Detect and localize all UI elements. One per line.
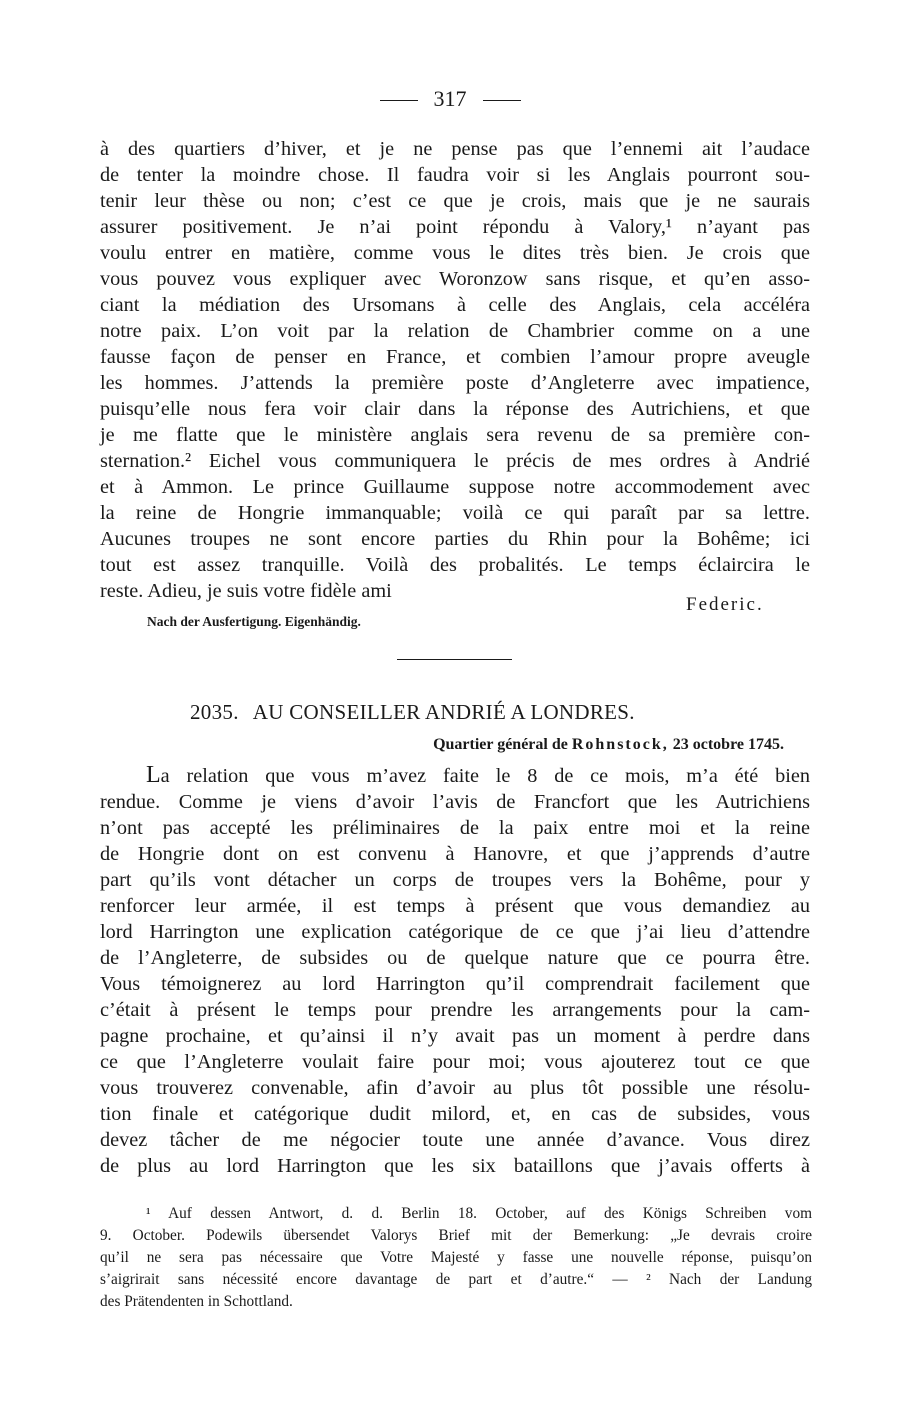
text-line: n’ont pas accepté les préliminaires de la paix entre moi et la reine	[100, 817, 810, 839]
text-line: je me flatte que le ministère anglais sera revenu de sa première con-	[100, 424, 810, 446]
text-line: tout est assez tranquille. Voilà des probalités. Le temps éclaircira le	[100, 554, 810, 576]
text-line: Vous témoignerez au lord Harrington qu’il comprendrait facilement que	[100, 973, 810, 995]
text-line: tion finale et catégorique dudit milord, et, en cas de subsides, vous	[100, 1103, 810, 1125]
footnote-line: ¹ Auf dessen Antwort, d. d. Berlin 18. October, auf des Königs Schreiben vom	[146, 1205, 812, 1222]
text-line: rendue. Comme je viens d’avoir l’avis de Francfort que les Autrichiens	[100, 791, 810, 813]
footnote-line: qu’il ne sera pas nécessaire que Votre Majesté y fasse une nouvelle réponse, puisqu’on	[100, 1249, 812, 1266]
text-line: devez tâcher de me négocier toute une année d’avance. Vous direz	[100, 1129, 810, 1151]
dateline-prefix: Quartier général de	[433, 736, 568, 753]
text-line: de l’Angleterre, de subsides ou de quelque nature que ce pourra être.	[100, 947, 810, 969]
text-line: assurer positivement. Je n’ai point répondu à Valory,¹ n’ayant pas	[100, 216, 810, 238]
text-line: ciant la médiation des Ursomans à celle des Anglais, cela accéléra	[100, 294, 810, 316]
header-dash-left	[380, 100, 418, 101]
text-line: tenir leur thèse ou non; c’est ce que je crois, mais que je ne saurais	[100, 190, 810, 212]
text-line: ce que l’Angleterre voulait faire pour moi; vous ajouterez tout ce que	[100, 1051, 810, 1073]
text-line: fausse façon de penser en France, et combien l’amour propre aveugle	[100, 346, 810, 368]
text-line: pagne prochaine, et qu’ainsi il n’y avait pas un moment à perdre dans	[100, 1025, 810, 1047]
footnote-line: des Prätendenten in Schottland.	[100, 1293, 293, 1310]
text-line: notre paix. L’on voit par la relation de Chambrier comme on a une	[100, 320, 810, 342]
text-line: part qu’ils vont détacher un corps de troupes vers la Bohême, pour y	[100, 869, 810, 891]
text-line: de plus au lord Harrington que les six bataillons que j’avais offerts à	[100, 1155, 810, 1177]
text-line: vous pouvez vous expliquer avec Woronzow sans risque, et qu’en asso-	[100, 268, 810, 290]
letter-title: AU CONSEILLER ANDRIÉ A LONDRES.	[252, 700, 635, 724]
text-line: voulu entrer en matière, comme vous le dites très bien. Je crois que	[100, 242, 810, 264]
text-line: de tenter la moindre chose. Il faudra voir si les Anglais pourront sou-	[100, 164, 810, 186]
letter-number: 2035.	[190, 700, 239, 724]
text-line: les hommes. J’attends la première poste d’Angleterre avec impatience,	[100, 372, 810, 394]
text-line: sternation.² Eichel vous communiquera le précis de mes ordres à Andrié	[100, 450, 810, 472]
dateline-place: Rohnstock,	[571, 736, 669, 753]
text-line: à des quartiers d’hiver, et je ne pense pas que l’ennemi ait l’audace	[100, 138, 810, 160]
footnote-line: 9. October. Podewils übersendet Valorys Brief mit der Bemerkung: „Je devrais croire	[100, 1227, 812, 1244]
text-line: La relation que vous m’avez faite le 8 de ce mois, m’a été bien	[146, 762, 810, 788]
letter-heading	[190, 700, 635, 725]
text-line: renforcer leur armée, il est temps à présent que vous demandiez au	[100, 895, 810, 917]
signature: Federic.	[686, 594, 764, 615]
section-divider	[397, 659, 512, 660]
source-note: Nach der Ausfertigung. Eigenhändig.	[147, 614, 361, 629]
drop-letter: L	[146, 762, 161, 788]
page-number: 317	[433, 86, 467, 111]
page-header	[0, 86, 900, 112]
text-line: c’était à présent le temps pour prendre les arrangements pour la cam-	[100, 999, 810, 1021]
footnote-line: s’aigrirait sans nécessité encore davantage de part et d’autre.“ — ² Nach der Landung	[100, 1271, 812, 1288]
dateline	[433, 736, 784, 754]
dateline-date: 23 octobre 1745.	[672, 736, 784, 753]
text-line: vous trouverez convenable, afin d’avoir au plus tôt possible une résolu-	[100, 1077, 810, 1099]
text-line: la reine de Hongrie immanquable; voilà ce qui paraît par sa lettre.	[100, 502, 810, 524]
text-line: lord Harrington une explication catégorique de ce que j’ai lieu d’attendre	[100, 921, 810, 943]
header-dash-right	[483, 100, 521, 101]
text-line: de Hongrie dont on est convenu à Hanovre, et que j’apprends d’autre	[100, 843, 810, 865]
text-line: reste. Adieu, je suis votre fidèle ami	[100, 580, 392, 602]
text-line: Aucunes troupes ne sont encore parties du Rhin pour la Bohême; ici	[100, 528, 810, 550]
text-line: puisqu’elle nous fera voir clair dans la réponse des Autrichiens, et que	[100, 398, 810, 420]
text-line: et à Ammon. Le prince Guillaume suppose notre accommodement avec	[100, 476, 810, 498]
